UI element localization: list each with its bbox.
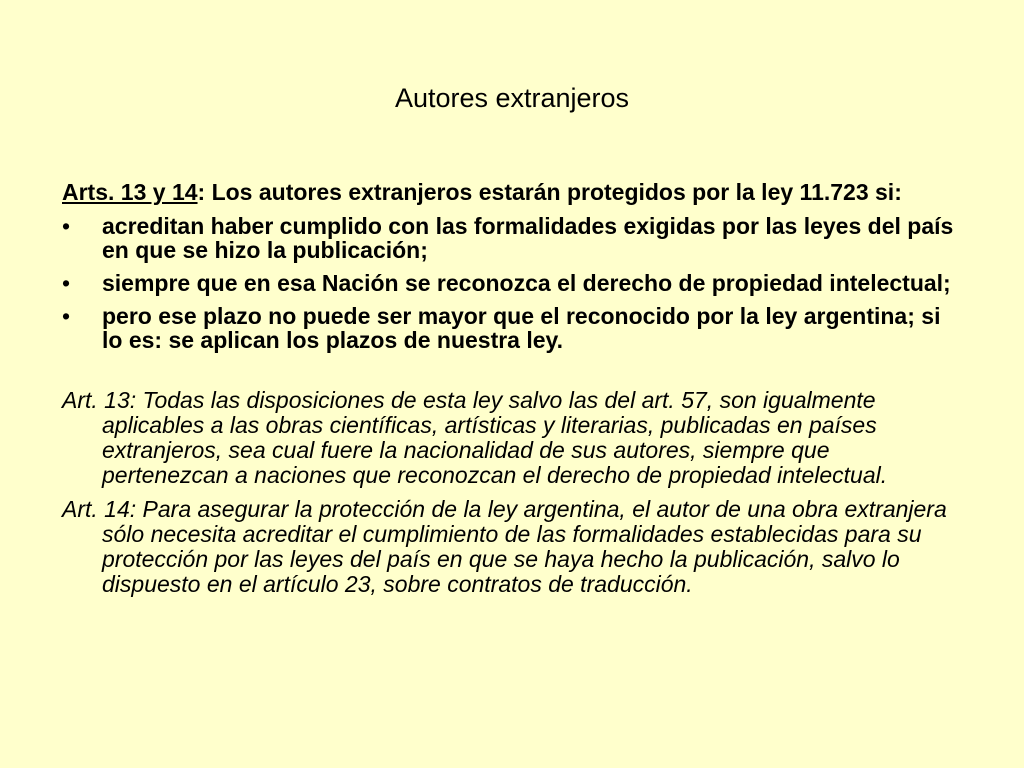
- conditions-list: [62, 214, 962, 352]
- articles-reference: Arts. 13 y 14: [62, 179, 198, 205]
- bullet-icon: •: [62, 213, 71, 239]
- bullet-icon: •: [62, 303, 71, 329]
- slide-body: [62, 180, 962, 597]
- list-item: [62, 214, 962, 262]
- list-item-text: siempre que en esa Nación se reconozca el derecho de propiedad intelectual;: [102, 270, 951, 296]
- list-item: [62, 271, 962, 295]
- list-item-text: acreditan haber cumplido con las formalidades exigidas por las leyes del país en que se hizo la publicación;: [102, 213, 954, 263]
- article-14-text: Art. 14: Para asegurar la protección de la ley argentina, el autor de una obra extranjera sólo necesita acreditar el cumplimiento de las formalidades establecidas para su protección por las leyes del país en que se haya hecho la publicación, salvo lo dispuesto en el artículo 23, sobre contratos de traducción.: [62, 496, 947, 597]
- bullet-icon: •: [62, 270, 71, 296]
- list-item: [62, 304, 962, 352]
- article-13-text: Art. 13: Todas las disposiciones de esta ley salvo las del art. 57, son igualmente aplicables a las obras científicas, artísticas y literarias, publicadas en países extranjeros, sea cual fuere la nacionalidad de sus autores, siempre que pertenezcan a naciones que reconozcan el derecho de propiedad intelectual.: [62, 387, 888, 488]
- slide-title: Autores extranjeros: [394, 83, 630, 113]
- intro-text: : Los autores extranjeros estarán protegidos por la ley 11.723 si:: [197, 179, 902, 205]
- intro-paragraph: [62, 180, 962, 204]
- list-item-text: pero ese plazo no puede ser mayor que el reconocido por la ley argentina; si lo es: se aplican los plazos de nuestra ley.: [102, 303, 941, 353]
